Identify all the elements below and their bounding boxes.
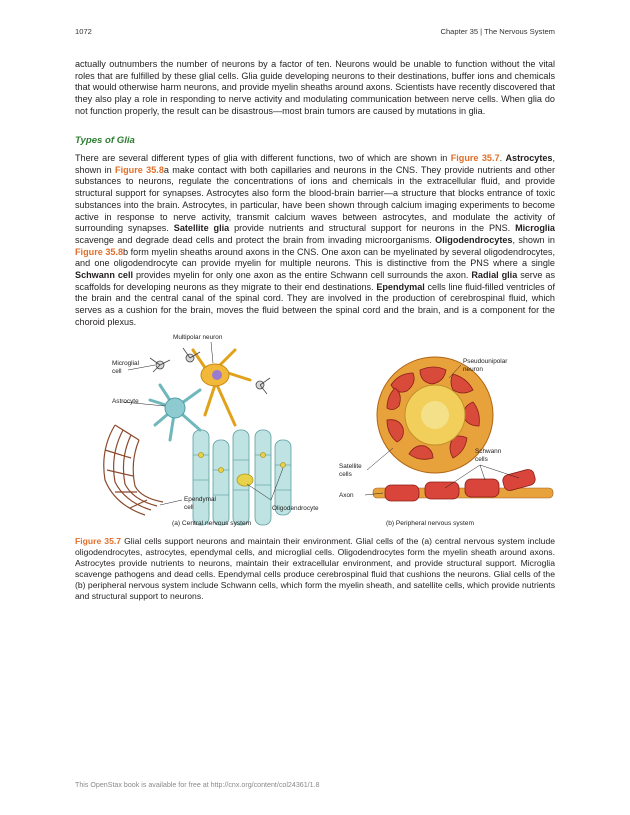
- label-astrocyte: Astrocyte: [112, 398, 139, 405]
- term-ependymal: Ependymal: [376, 281, 425, 292]
- figure-35-8b-link[interactable]: Figure 35.8: [75, 246, 124, 257]
- label-microglial-cell: Microglial cell: [112, 360, 139, 375]
- label-multipolar-neuron: Multipolar neuron: [173, 334, 223, 341]
- figure-35-8a-link[interactable]: Figure 35.8: [115, 164, 164, 175]
- term-schwann-cell: Schwann cell: [75, 270, 134, 281]
- term-microglia: Microglia: [515, 223, 555, 234]
- astrocyte-body: [165, 398, 185, 418]
- multipolar-neuron: [193, 350, 250, 425]
- term-astrocytes: Astrocytes: [505, 153, 553, 163]
- subcaption-cns: (a) Central nervous system: [172, 520, 252, 527]
- chapter-title: Chapter 35 | The Nervous System: [440, 27, 555, 36]
- intro-paragraph: actually outnumbers the number of neurons by a factor of ten. Neurons would be unable to function without the vital roles that are fulfilled by these glial cells. Glia guide developing neurons to their destinations, buffer ions and chemicals that would otherwise harm neurons, and provide myelin sheaths around axons. Scientists have recently discovered that they also play a role in responding to nerve activity and modulating communication between nerve cells. When glia do not function properly, the result can be disastrous—most brain tumors are caused by mutations in glia.: [75, 59, 555, 116]
- subcaption-pns: (b) Peripheral nervous system: [386, 520, 474, 527]
- glia-paragraph: There are several different types of glia with different functions, two of which are shown in Figure 35.7. Astrocytes, shown in Figure 35.8a make contact with both capillaries and neurons in the CNS. They provide nutrients and other substances to neurons, regulate the concentrations of ions and chemicals in the extracellular fluid, and provide structural support for synapses. Astrocytes also form the blood-brain barrier—a structure that blocks entrance of toxic substances into the brain. Astrocytes, in particular, have been shown through calcium imaging experiments to become active in response to nerve activity, transmit calcium waves between astrocytes, and modulate the activity of surrounding synapses. Satellite glia provide nutrients and structural support for neurons in the PNS. Microglia scavenge and degrade dead cells and protect the brain from invading microorganisms. Oligodendrocytes, shown in Figure 35.8b form myelin sheaths around axons in the CNS. One axon can be myelinated by several oligodendrocytes, and one oligodendrocyte can provide myelin for multiple neurons. This is distinctive from the PNS where a single Schwann cell provides myelin for only one axon as the entire Schwann cell surrounds the axon. Radial glia serve as scaffolds for developing neurons as they migrate to their end destinations. Ependymal cells line fluid-filled ventricles of the brain and the central canal of the spinal cord. They are involved in the production of cerebrospinal fluid, which serves as a cushion for the brain, moves the fluid between the spinal cord and the brain, and is a component for the choroid plexus.: [75, 153, 556, 327]
- term-satellite-glia: Satellite glia: [173, 223, 230, 234]
- label-ependymal-cell: Ependymal cell: [184, 496, 216, 511]
- pseudounipolar-nucleus: [421, 401, 449, 429]
- caption-text: Glial cells support neurons and maintain their environment. Glial cells of the (a) central nervous system include oligodendrocytes, astrocytes, ependymal cells, and microglial cells. Oligodendrocytes form the myelin sheath around axons. Astrocytes provide nutrients to neurons, maintain their extracellular environment, and provide structural support. Microglia scavenge pathogens and dead cells. Ependymal cells produce cerebrospinal fluid that cushions the neurons. Glial cells of the (b) peripheral nervous system include Schwann cells, which form the myelin sheath, and satellite cells, which provide nutrients and structural support to neurons.: [75, 536, 556, 602]
- glial-cells-figure: [75, 330, 555, 530]
- label-oligodendrocyte: Oligodendrocyte: [272, 505, 319, 512]
- footer-note: This OpenStax book is available for free at http://cnx.org/content/col24361/1.8: [75, 781, 320, 789]
- page-number: 1072: [75, 27, 92, 36]
- label-schwann-cells: Schwann cells: [475, 448, 502, 463]
- term-radial-glia: Radial glia: [471, 270, 518, 281]
- section-heading: Types of Glia: [75, 135, 135, 146]
- ependymal-lining: [104, 425, 163, 515]
- label-satellite-cells: Satellite cells: [339, 463, 362, 478]
- figure-caption: [75, 536, 555, 603]
- label-axon: Axon: [339, 492, 354, 499]
- figure-35-7-link[interactable]: Figure 35.7: [450, 153, 500, 163]
- label-pseudounipolar-neuron: Pseudounipolar neuron: [463, 358, 508, 373]
- neuron-nucleus: [212, 370, 222, 380]
- caption-figure-number: Figure 35.7: [75, 536, 122, 546]
- term-oligodendrocytes: Oligodendrocytes: [435, 234, 513, 245]
- pns-illustration: [365, 357, 553, 501]
